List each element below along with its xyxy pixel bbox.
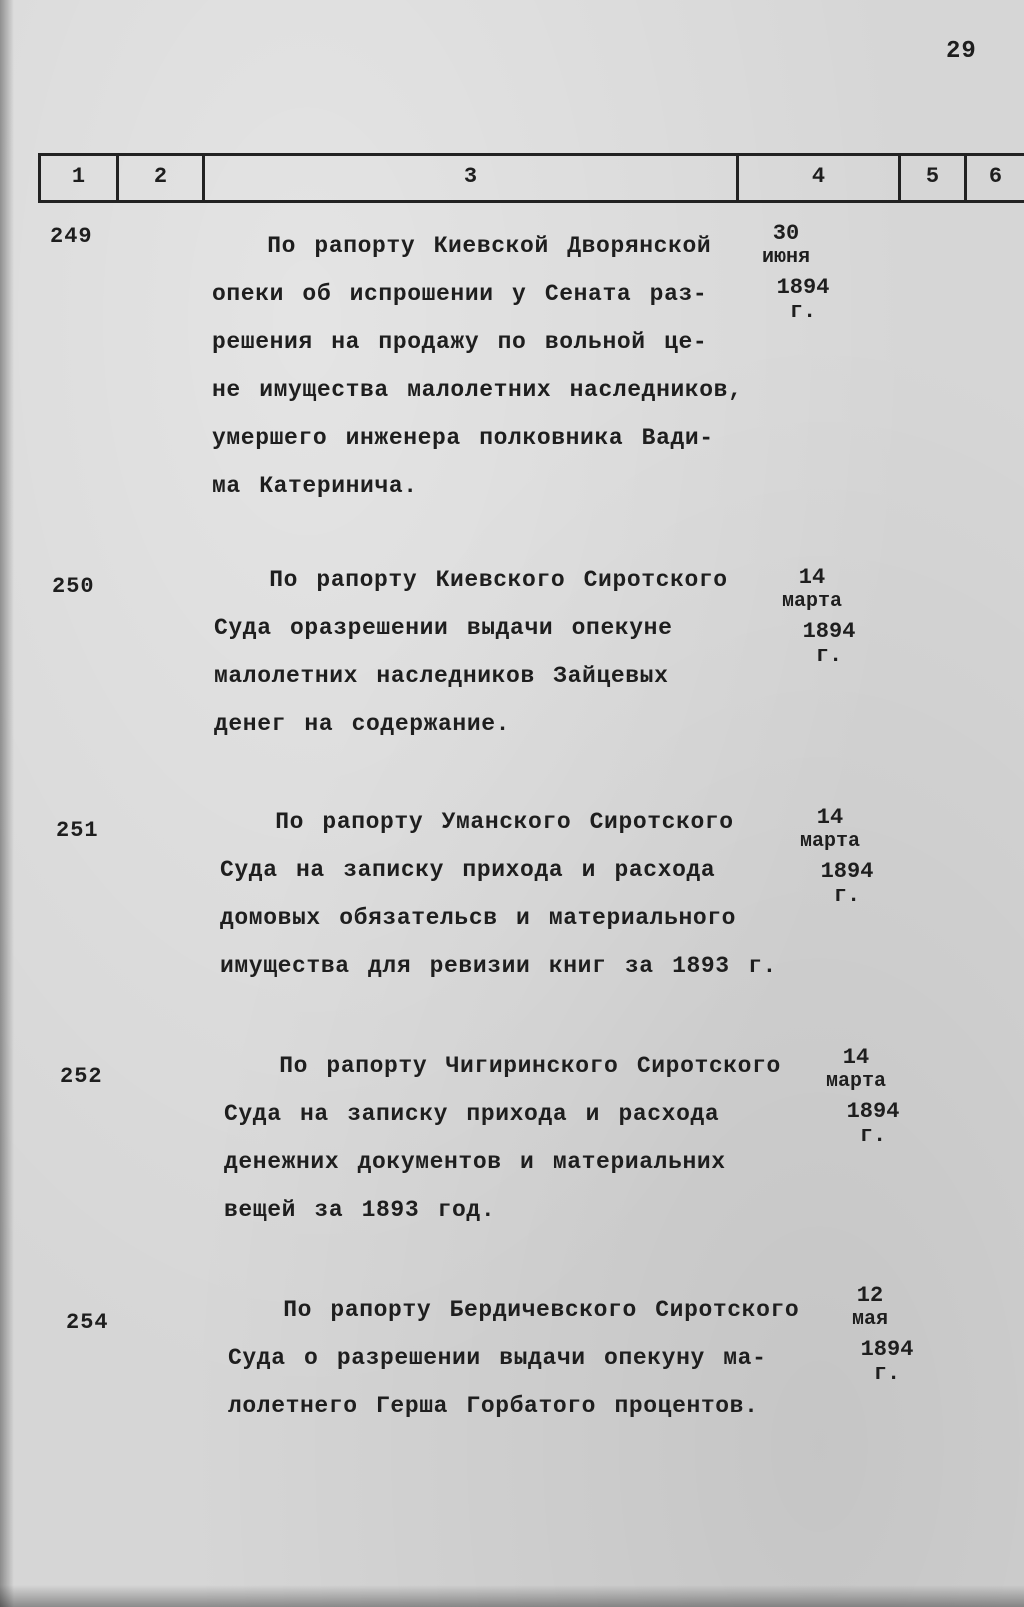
record-date: [752, 566, 872, 668]
description-line: не имущества малолетних наследников,: [212, 377, 743, 403]
description-line: опеки об испрошении у Сената раз-: [212, 281, 708, 307]
description-line: Суда на записку прихода и расхода: [220, 857, 716, 883]
date-month: марта: [781, 590, 842, 613]
description-line: По рапорту Киевского Сиротского: [214, 567, 728, 593]
date-year: 1894 г.: [820, 859, 874, 908]
description-line: вещей за 1893 год.: [224, 1197, 496, 1223]
description-line: домовых обязательсв и материального: [220, 905, 737, 931]
description-line: имущества для ревизии книг за 1893 г.: [220, 953, 777, 979]
page-edge-shadow: [0, 0, 14, 1607]
date-day: 14: [816, 805, 844, 830]
record-number: 252: [60, 1064, 103, 1089]
record-number: 251: [56, 818, 99, 843]
page-number: 29: [946, 38, 977, 65]
column-header-5: 5: [898, 156, 964, 200]
description-line: денежних документов и материальних: [224, 1149, 726, 1175]
record-number: 250: [52, 574, 95, 599]
date-day: 12: [856, 1283, 884, 1308]
record-date: [726, 222, 846, 324]
column-header-6: 6: [964, 156, 1024, 200]
description-line: лолетнего Герша Горбатого процентов.: [228, 1393, 759, 1419]
record-description: [214, 556, 728, 748]
description-line: По рапорту Бердичевского Сиротского: [228, 1297, 800, 1323]
column-header-1: 1: [38, 156, 116, 200]
description-line: малолетних наследников Зайцевых: [214, 663, 669, 689]
date-year: 1894 г.: [860, 1337, 914, 1386]
record-description: [220, 798, 777, 990]
record-date: [796, 1046, 916, 1148]
description-line: Суда о разрешении выдачи опекуну ма-: [228, 1345, 767, 1371]
record-number: 254: [66, 1310, 109, 1335]
date-year: 1894 г.: [776, 275, 830, 324]
date-day: 14: [798, 565, 826, 590]
record-description: [212, 222, 742, 510]
date-year: 1894 г.: [802, 619, 856, 668]
date-month: марта: [799, 830, 860, 853]
description-line: По рапорту Уманского Сиротского: [220, 809, 734, 835]
date-day: 14: [842, 1045, 870, 1070]
column-header-2: 2: [116, 156, 202, 200]
description-line: Суда на записку прихода и расхода: [224, 1101, 720, 1127]
description-line: денег на содержание.: [214, 711, 511, 737]
description-line: умершего инженера полковника Вади-: [212, 425, 714, 451]
column-header-3: 3: [202, 156, 736, 200]
record-description: [224, 1042, 781, 1234]
date-month: мая: [851, 1308, 888, 1331]
description-line: решения на продажу по вольной це-: [212, 329, 708, 355]
column-header-row: [38, 153, 1024, 203]
description-line: По рапорту Чигиринского Сиротского: [224, 1053, 781, 1079]
record-number: 249: [50, 224, 93, 249]
description-line: По рапорту Киевской Дворянской: [212, 233, 712, 259]
column-header-4: 4: [736, 156, 898, 200]
date-year: 1894 г.: [846, 1099, 900, 1148]
record-description: [228, 1286, 799, 1430]
date-month: марта: [825, 1070, 886, 1093]
page-bottom-shadow: [0, 1585, 1024, 1607]
date-month: июня: [761, 246, 810, 269]
record-date: [810, 1284, 930, 1386]
description-line: ма Катеринича.: [212, 473, 418, 499]
date-day: 30: [772, 221, 800, 246]
description-line: Суда оразрешении выдачи опекуне: [214, 615, 673, 641]
record-date: [770, 806, 890, 908]
